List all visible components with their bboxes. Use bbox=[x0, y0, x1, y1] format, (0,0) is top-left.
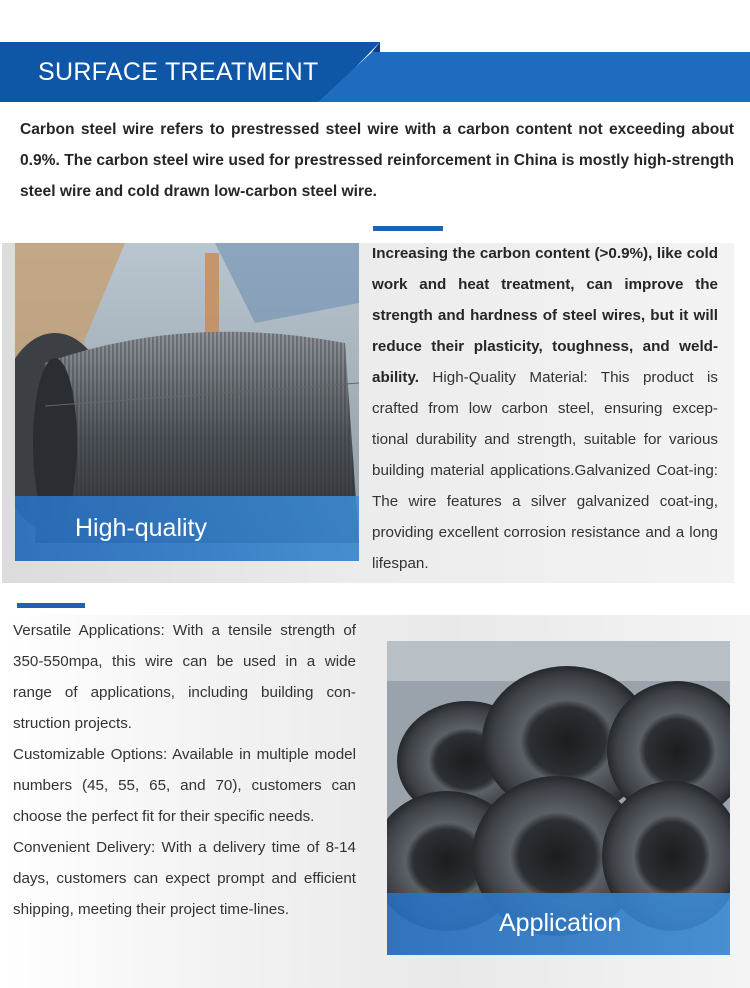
section1-body-text: High-Quality Material: This product is crafted from low carbon steel, ensuring excep-tional durability and strength, suitable for various building material applications.Galvanized Coat-ing: The wire features a silver galvanized coat-ing, providing excellent corrosion resistance and a long lifespan. bbox=[372, 369, 718, 572]
section1-text bbox=[372, 238, 718, 579]
intro-paragraph: Carbon steel wire refers to prestressed steel wire with a carbon content not exceeding about 0.9%. The carbon steel wire used for prestressed reinforcement in China is mostly high-strength steel wire and cold drawn low-carbon steel wire. bbox=[20, 121, 734, 200]
image-caption-application: Application bbox=[499, 909, 622, 937]
image-caption-bar-2 bbox=[387, 893, 730, 955]
image-caption-bar bbox=[15, 496, 359, 561]
section1-bold-text: Increasing the carbon content (>0.9%), like cold work and heat treatment, can improve the strength and hardness of steel wires, but it will reduce their plasticity, toughness, and weld-ability. bbox=[372, 245, 718, 386]
section2-text bbox=[13, 615, 356, 925]
page-title: SURFACE TREATMENT bbox=[38, 58, 319, 86]
paragraph-customizable-options: Customizable Options: Available in multiple model numbers (45, 55, 65, and 70), customers can choose the perfect fit for their specific needs. bbox=[13, 746, 356, 825]
accent-bar-bottom bbox=[17, 603, 85, 608]
image-caption-high-quality: High-quality bbox=[75, 514, 208, 542]
accent-bar-top bbox=[373, 226, 443, 231]
coil-stack-photo bbox=[387, 641, 730, 955]
section-header-banner bbox=[0, 42, 750, 102]
paragraph-convenient-delivery: Convenient Delivery: With a delivery time of 8-14 days, customers can expect prompt and efficient shipping, meeting their project time-lines. bbox=[13, 839, 356, 918]
paragraph-versatile-applications: Versatile Applications: With a tensile strength of 350-550mpa, this wire can be used in a wide range of applications, including building con-struction projects. bbox=[13, 622, 356, 732]
steel-coil-photo bbox=[15, 243, 359, 561]
